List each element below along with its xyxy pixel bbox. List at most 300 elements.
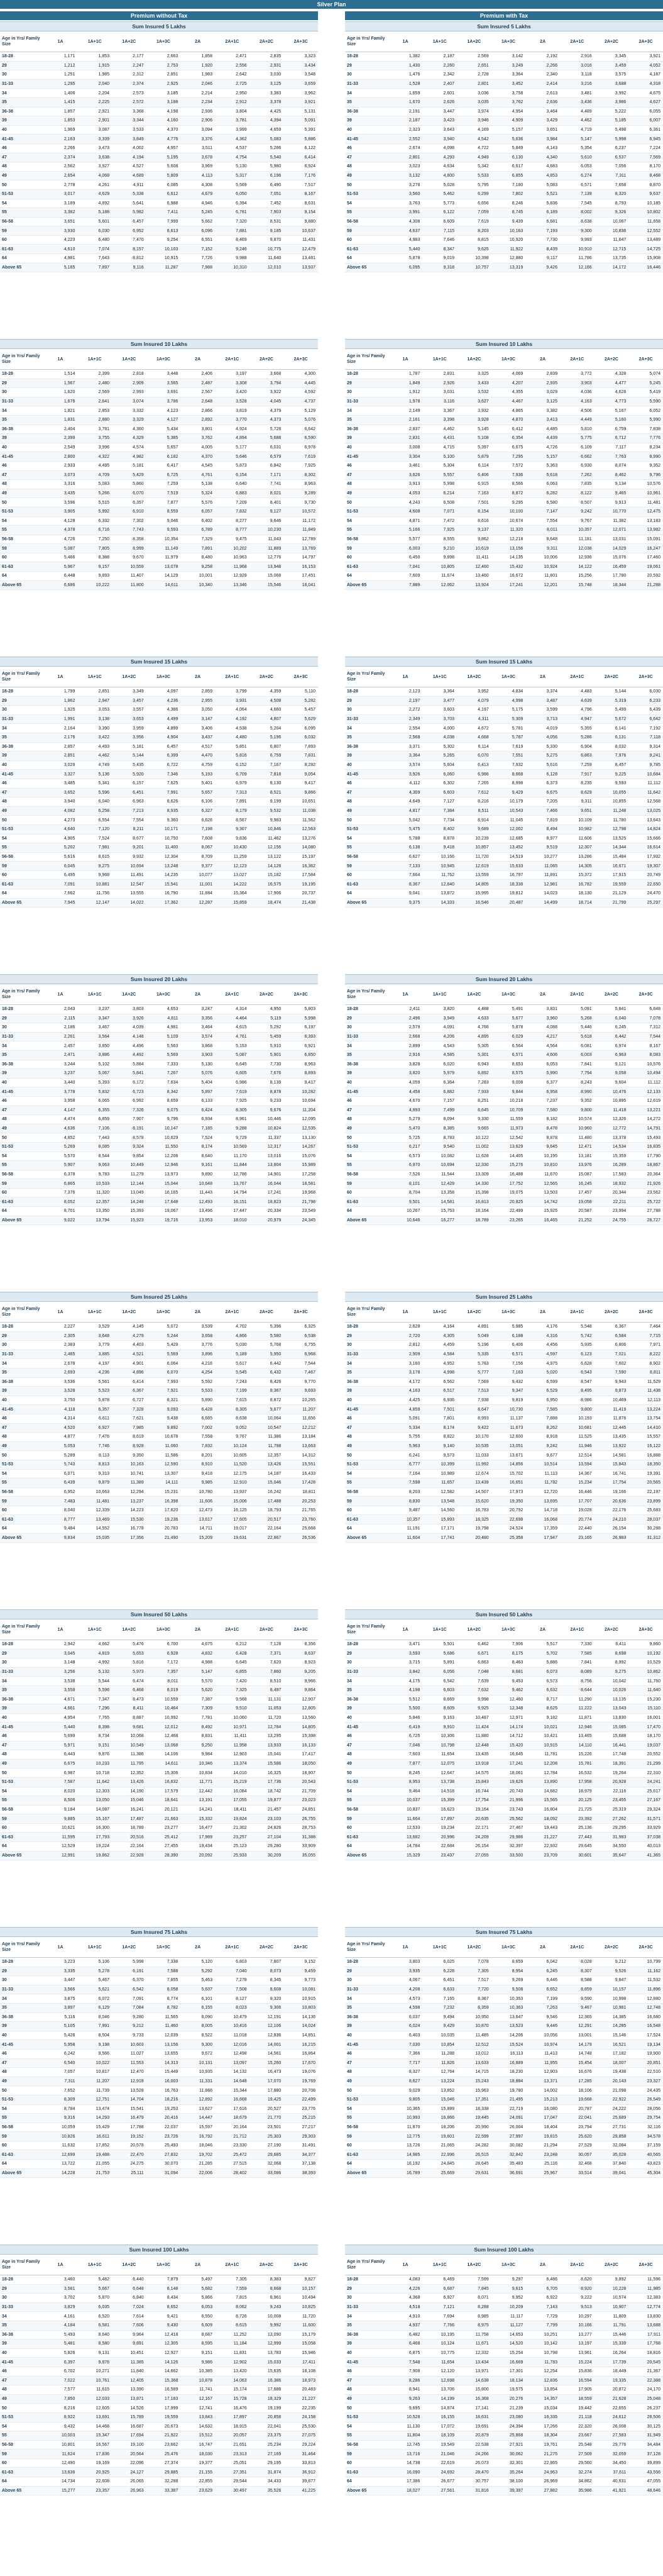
premium-cell: 9,422: [457, 1423, 491, 1433]
premium-cell: 19,169: [77, 2458, 112, 2468]
premium-cell: 8,383: [249, 2275, 284, 2285]
premium-cell: 9,429: [422, 2022, 457, 2031]
premium-cell: 1,528: [388, 79, 423, 89]
premium-cell: 9,019: [422, 254, 457, 264]
table-row: [0, 254, 318, 264]
premium-cell: 21,252: [560, 1216, 595, 1225]
premium-cell: 12,468: [146, 1731, 181, 1741]
premium-cell: 13,031: [595, 535, 629, 544]
premium-cell: 21,275: [525, 2450, 560, 2459]
premium-cell: 12,460: [491, 1695, 526, 1704]
premium-cell: 2,654: [43, 171, 78, 180]
premium-cell: 7,903: [249, 208, 284, 218]
premium-cell: 7,603: [388, 1750, 423, 1760]
premium-cell: 10,430: [215, 843, 249, 853]
premium-cell: 11,880: [457, 1731, 491, 1741]
table-row: [0, 2404, 318, 2413]
premium-cell: 11,801: [525, 572, 560, 581]
premium-cell: 2,866: [180, 406, 215, 416]
premium-cell: 5,204: [249, 724, 284, 733]
age-group-cell: 51-53: [0, 1142, 43, 1152]
premium-cell: 3,016: [560, 61, 595, 70]
premium-cell: 18,631: [457, 2412, 491, 2422]
premium-cell: 20,673: [146, 2422, 181, 2431]
age-family-size-header: Age in Yrs/ Family Size: [0, 31, 43, 52]
premium-cell: 12,764: [422, 2068, 457, 2077]
premium-cell: 3,930: [43, 226, 78, 236]
premium-cell: 15,046: [249, 1479, 284, 1488]
table-row: [0, 1759, 318, 1768]
premium-cell: 16,446: [560, 1487, 595, 1497]
premium-cell: 4,036: [560, 388, 595, 397]
premium-cell: 15,329: [388, 1851, 423, 1860]
premium-cell: 6,482: [388, 2330, 423, 2340]
premium-cell: 2,573: [112, 89, 146, 98]
age-group-cell: Above 65: [0, 580, 43, 590]
premium-cell: 6,590: [283, 434, 318, 443]
premium-cell: 14,742: [525, 1197, 560, 1207]
premium-cell: 3,750: [43, 1396, 78, 1405]
premium-cell: 9,116: [112, 263, 146, 272]
premium-cell: 1,670: [388, 97, 423, 107]
premium-cell: 6,603: [422, 1685, 457, 1695]
premium-cell: 10,605: [215, 1451, 249, 1460]
age-group-cell: 46: [0, 143, 43, 153]
premium-cell: 29,776: [595, 2440, 629, 2450]
premium-cell: 5,481: [43, 2340, 78, 2349]
premium-cell: 21,302: [215, 1823, 249, 1833]
premium-cell: 2,227: [43, 1323, 78, 1332]
premium-cell: 5,773: [422, 199, 457, 208]
premium-cell: 2,225: [77, 97, 112, 107]
premium-cell: 7,517: [283, 180, 318, 190]
premium-cell: 11,673: [491, 1423, 526, 1433]
premium-cell: 7,193: [525, 226, 560, 236]
premium-cell: 9,360: [146, 816, 181, 825]
premium-cell: 3,926: [388, 770, 423, 779]
age-group-cell: 61-63: [345, 1197, 388, 1207]
premium-cell: 10,171: [146, 824, 181, 834]
premium-cell: 10,157: [595, 1985, 629, 1994]
table-row: [0, 2440, 318, 2450]
premium-cell: 10,064: [249, 1414, 284, 1423]
age-group-cell: 39: [0, 1387, 43, 1396]
premium-cell: 21,490: [146, 1533, 181, 1543]
premium-cell: 8,822: [422, 1433, 457, 1442]
family-size-header: 1A: [43, 984, 78, 1005]
premium-cell: 5,459: [249, 1032, 284, 1041]
premium-cell: 3,423: [422, 116, 457, 126]
premium-cell: 6,927: [77, 1423, 112, 1433]
premium-cell: 6,025: [422, 1958, 457, 1967]
premium-cell: 32,059: [595, 2450, 629, 2459]
premium-cell: 5,569: [146, 1050, 181, 1060]
premium-cell: 19,824: [215, 1814, 249, 1824]
table-row: [345, 1787, 663, 1796]
premium-cell: 4,045: [249, 397, 284, 406]
age-group-cell: 34: [0, 1041, 43, 1051]
premium-cell: 4,639: [560, 696, 595, 706]
table-row: [345, 1685, 663, 1695]
premium-cell: 8,011: [146, 1677, 181, 1686]
premium-cell: 1,915: [77, 61, 112, 70]
premium-cell: 2,936: [180, 107, 215, 116]
premium-cell: 23,994: [595, 1207, 629, 1216]
premium-cell: 24,275: [112, 2160, 146, 2169]
premium-cell: 10,910: [560, 245, 595, 254]
premium-cell: 7,664: [388, 870, 423, 880]
age-group-cell: 61-63: [345, 245, 388, 254]
premium-cell: 7,163: [491, 1368, 526, 1377]
premium-cell: 2,305: [43, 1331, 78, 1341]
premium-cell: 12,619: [628, 1096, 663, 1106]
premium-cell: 13,027: [215, 870, 249, 880]
premium-cell: 11,840: [112, 2367, 146, 2376]
premium-cell: 18,449: [595, 2367, 629, 2376]
premium-cell: 7,262: [560, 470, 595, 480]
premium-cell: 10,878: [180, 2376, 215, 2385]
premium-cell: 9,891: [112, 2340, 146, 2349]
premium-cell: 10,003: [43, 2431, 78, 2441]
premium-cell: 7,577: [43, 2385, 78, 2395]
premium-cell: 9,785: [628, 760, 663, 770]
premium-cell: 2,272: [388, 706, 423, 715]
premium-cell: 24,282: [457, 2141, 491, 2150]
age-group-cell: 39: [0, 2340, 43, 2349]
premium-cell: 9,964: [112, 2330, 146, 2340]
premium-cell: 6,645: [215, 1060, 249, 1069]
premium-cell: 2,839: [525, 370, 560, 379]
premium-cell: 4,957: [146, 143, 181, 153]
premium-cell: 7,420: [215, 1677, 249, 1686]
table-row: [345, 2348, 663, 2358]
table-row: [345, 852, 663, 862]
premium-cell: 4,901: [112, 1359, 146, 1368]
table-row: [0, 1777, 318, 1787]
premium-cell: 7,048: [457, 1667, 491, 1677]
age-group-cell: 35: [345, 1050, 388, 1060]
premium-cell: 16,090: [388, 2468, 423, 2477]
premium-cell: 12,698: [422, 2376, 457, 2385]
premium-table: [0, 667, 318, 908]
premium-cell: 22,932: [525, 1842, 560, 1852]
premium-cell: 22,096: [112, 2458, 146, 2468]
premium-cell: 6,648: [112, 2284, 146, 2294]
premium-cell: 3,755: [77, 434, 112, 443]
premium-cell: 9,288: [215, 1124, 249, 1133]
table-row: [345, 2022, 663, 2031]
table-row: [345, 379, 663, 388]
table-row: [0, 2160, 318, 2169]
sum-insured-title: Sum Insured 100 Lakhs: [0, 2245, 318, 2255]
premium-cell: 9,161: [180, 1161, 215, 1170]
premium-cell: 12,383: [628, 2294, 663, 2303]
premium-cell: 12,774: [628, 2302, 663, 2312]
premium-cell: 7,476: [77, 1433, 112, 1442]
table-row: [345, 1179, 663, 1189]
premium-cell: 3,913: [388, 480, 423, 489]
premium-cell: 5,971: [43, 1741, 78, 1750]
premium-cell: 5,467: [77, 1976, 112, 1985]
premium-cell: 13,633: [457, 2058, 491, 2068]
age-group-cell: Above 65: [345, 263, 388, 272]
premium-cell: 6,781: [215, 208, 249, 218]
age-group-cell: 18-28: [0, 1005, 43, 1014]
premium-cell: 20,517: [249, 1515, 284, 1524]
premium-cell: 6,412: [491, 425, 526, 434]
table-row: [0, 61, 318, 70]
premium-cell: 14,129: [146, 572, 181, 581]
premium-cell: 4,163: [388, 1387, 423, 1396]
premium-cell: 12,840: [422, 880, 457, 889]
premium-cell: 21,046: [422, 2450, 457, 2459]
premium-cell: 10,993: [388, 2114, 423, 2123]
premium-cell: 3,940: [422, 135, 457, 144]
premium-cell: 19,307: [628, 862, 663, 871]
premium-cell: 37,138: [283, 2160, 318, 2169]
premium-cell: 15,728: [215, 2394, 249, 2404]
premium-cell: 7,619: [215, 1087, 249, 1097]
premium-cell: 6,122: [283, 143, 318, 153]
premium-cell: 5,435: [112, 760, 146, 770]
premium-cell: 7,805: [77, 544, 112, 553]
premium-cell: 4,662: [77, 1640, 112, 1650]
premium-cell: 7,325: [215, 1685, 249, 1695]
table-row: [345, 1695, 663, 1704]
family-size-header: 1A+1C: [422, 349, 457, 370]
premium-cell: 22,176: [595, 1506, 629, 1515]
table-row: [0, 1731, 318, 1741]
premium-cell: 15,044: [146, 1179, 181, 1189]
age-group-cell: 56-58: [345, 2440, 388, 2450]
premium-cell: 7,483: [43, 1497, 78, 1506]
premium-cell: 21,288: [628, 580, 663, 590]
premium-cell: 16,277: [422, 1216, 457, 1225]
premium-cell: 13,636: [43, 2468, 78, 2477]
premium-cell: 2,480: [77, 379, 112, 388]
premium-cell: 1,406: [43, 89, 78, 98]
premium-cell: 6,642: [628, 714, 663, 724]
premium-cell: 12,565: [525, 1179, 560, 1189]
premium-cell: 2,186: [43, 1023, 78, 1033]
premium-cell: 13,794: [77, 1216, 112, 1225]
premium-cell: 4,852: [43, 1133, 78, 1143]
premium-cell: 15,541: [146, 880, 181, 889]
premium-cell: 20,516: [112, 1833, 146, 1842]
premium-cell: 30,757: [457, 2477, 491, 2487]
table-row: [0, 1197, 318, 1207]
premium-cell: 15,034: [525, 2404, 560, 2413]
premium-cell: 10,801: [43, 2440, 78, 2450]
premium-cell: 3,440: [43, 1078, 78, 1087]
table-row: [0, 2412, 318, 2422]
premium-cell: 5,682: [180, 2284, 215, 2294]
premium-cell: 10,799: [628, 1958, 663, 1967]
premium-cell: 12,120: [422, 2367, 457, 2376]
age-group-cell: 34: [345, 1677, 388, 1686]
premium-cell: 7,888: [525, 1414, 560, 1423]
premium-cell: 9,377: [180, 862, 215, 871]
premium-cell: 29,324: [628, 1805, 663, 1814]
premium-cell: 7,585: [560, 1649, 595, 1658]
age-group-cell: 55: [0, 1161, 43, 1170]
age-group-cell: 48: [0, 2068, 43, 2077]
premium-cell: 8,411: [112, 1704, 146, 1714]
age-family-size-header: Age in Yrs/ Family Size: [345, 984, 388, 1005]
table-row: [0, 1377, 318, 1387]
premium-cell: 6,029: [491, 1032, 526, 1041]
premium-cell: 16,368: [457, 2394, 491, 2404]
premium-cell: 7,464: [628, 1323, 663, 1332]
premium-cell: 11,780: [595, 816, 629, 825]
premium-cell: 8,495: [560, 1387, 595, 1396]
premium-cell: 16,532: [560, 1768, 595, 1778]
premium-cell: 6,468: [388, 2340, 423, 2349]
premium-cell: 11,407: [112, 572, 146, 581]
premium-cell: 10,549: [112, 1741, 146, 1750]
premium-cell: 4,859: [388, 1405, 423, 1414]
premium-cell: 9,375: [388, 898, 423, 908]
premium-cell: 3,850: [77, 1041, 112, 1051]
table-row: [0, 2168, 318, 2178]
premium-cell: 28,056: [628, 2104, 663, 2114]
premium-cell: 23,437: [422, 1851, 457, 1860]
premium-cell: 18,325: [457, 1515, 491, 1524]
premium-cell: 28,506: [628, 2412, 663, 2422]
premium-cell: 14,312: [283, 1451, 318, 1460]
premium-cell: 10,547: [249, 1423, 284, 1433]
premium-cell: 8,709: [180, 852, 215, 862]
family-size-header: 1A+3C: [491, 349, 526, 370]
age-group-cell: 49: [345, 806, 388, 816]
premium-cell: 12,075: [422, 1759, 457, 1768]
premium-cell: 5,072: [146, 1323, 181, 1332]
premium-cell: 4,796: [560, 706, 595, 715]
premium-cell: 2,674: [388, 143, 423, 153]
premium-cell: 2,935: [525, 379, 560, 388]
premium-cell: 8,918: [525, 1433, 560, 1442]
age-group-cell: 61-63: [0, 1833, 43, 1842]
premium-cell: 13,378: [595, 1133, 629, 1143]
premium-cell: 9,836: [215, 834, 249, 843]
premium-cell: 24,241: [628, 1777, 663, 1787]
premium-cell: 27,788: [628, 1207, 663, 1216]
premium-cell: 11,628: [457, 1152, 491, 1161]
age-group-cell: 48: [345, 1433, 388, 1442]
premium-cell: 18,329: [249, 2394, 284, 2404]
premium-cell: 6,357: [112, 498, 146, 508]
premium-cell: 28,470: [457, 2468, 491, 2477]
premium-cell: 20,253: [283, 1497, 318, 1506]
premium-cell: 9,417: [283, 779, 318, 788]
premium-cell: 22,608: [77, 2477, 112, 2487]
premium-cell: 5,493: [43, 2330, 78, 2340]
premium-cell: 10,042: [595, 1677, 629, 1686]
premium-cell: 3,932: [457, 406, 491, 416]
premium-cell: 22,928: [112, 1851, 146, 1860]
family-size-header: 2A+3C: [628, 2255, 663, 2275]
premium-table: [0, 2255, 318, 2496]
premium-cell: 14,029: [595, 544, 629, 553]
premium-cell: 10,449: [112, 1161, 146, 1170]
premium-cell: 4,097: [146, 687, 181, 697]
premium-cell: 19,445: [457, 2114, 491, 2123]
premium-cell: 4,243: [388, 498, 423, 508]
premium-cell: 8,640: [180, 1152, 215, 1161]
premium-cell: 11,002: [457, 1142, 491, 1152]
premium-cell: 23,776: [283, 2104, 318, 2114]
table-row: [345, 2330, 663, 2340]
premium-cell: 3,249: [491, 61, 526, 70]
premium-cell: 13,647: [491, 2012, 526, 2022]
age-group-cell: 56-58: [345, 1170, 388, 1179]
table-row: [345, 461, 663, 470]
table-row: [345, 397, 663, 406]
premium-cell: 7,263: [525, 2003, 560, 2012]
premium-cell: 7,519: [146, 489, 181, 498]
table-row: [0, 1014, 318, 1023]
premium-cell: 17,915: [595, 870, 629, 880]
premium-cell: 12,552: [628, 226, 663, 236]
premium-cell: 6,632: [525, 1685, 560, 1695]
premium-cell: 6,367: [595, 1323, 629, 1332]
premium-cell: 9,184: [43, 1805, 78, 1814]
premium-cell: 8,457: [595, 760, 629, 770]
premium-cell: 8,793: [595, 199, 629, 208]
table-row: [0, 1768, 318, 1778]
premium-cell: 9,767: [560, 516, 595, 526]
premium-cell: 17,417: [283, 1750, 318, 1760]
premium-cell: 15,420: [491, 1741, 526, 1750]
age-group-cell: 48: [0, 1115, 43, 1124]
premium-cell: 19,877: [249, 1796, 284, 1806]
table-row: [0, 180, 318, 190]
premium-cell: 13,555: [112, 889, 146, 899]
premium-cell: 7,632: [457, 1685, 491, 1695]
premium-cell: 10,678: [146, 1433, 181, 1442]
premium-cell: 4,909: [491, 116, 526, 126]
table-row: [0, 2385, 318, 2395]
premium-cell: 3,778: [43, 1087, 78, 1097]
premium-cell: 3,996: [77, 443, 112, 452]
premium-cell: 4,091: [422, 1023, 457, 1033]
premium-cell: 15,688: [595, 1731, 629, 1741]
premium-cell: 16,594: [560, 2376, 595, 2385]
premium-cell: 8,813: [77, 1460, 112, 1469]
family-size-header: 1A+1C: [422, 1937, 457, 1958]
premium-cell: 9,767: [215, 1433, 249, 1442]
premium-cell: 11,288: [422, 2049, 457, 2058]
premium-cell: 6,979: [215, 779, 249, 788]
premium-cell: 7,199: [525, 1994, 560, 2004]
premium-cell: 5,533: [180, 1387, 215, 1396]
family-size-header: 2A+3C: [628, 984, 663, 1005]
premium-cell: 9,834: [43, 1533, 78, 1543]
premium-cell: 6,725: [388, 1731, 423, 1741]
premium-cell: 3,651: [43, 217, 78, 226]
premium-cell: 8,878: [249, 1087, 284, 1097]
premium-cell: 8,167: [283, 189, 318, 199]
premium-cell: 9,983: [249, 816, 284, 825]
premium-cell: 8,783: [422, 1133, 457, 1143]
premium-cell: 25,297: [628, 898, 663, 908]
premium-cell: 12,095: [283, 1115, 318, 1124]
premium-cell: 38,393: [283, 2168, 318, 2178]
premium-cell: 5,886: [525, 1658, 560, 1668]
premium-cell: 11,170: [215, 1152, 249, 1161]
premium-cell: 3,803: [388, 1958, 423, 1967]
premium-cell: 7,587: [43, 1777, 78, 1787]
